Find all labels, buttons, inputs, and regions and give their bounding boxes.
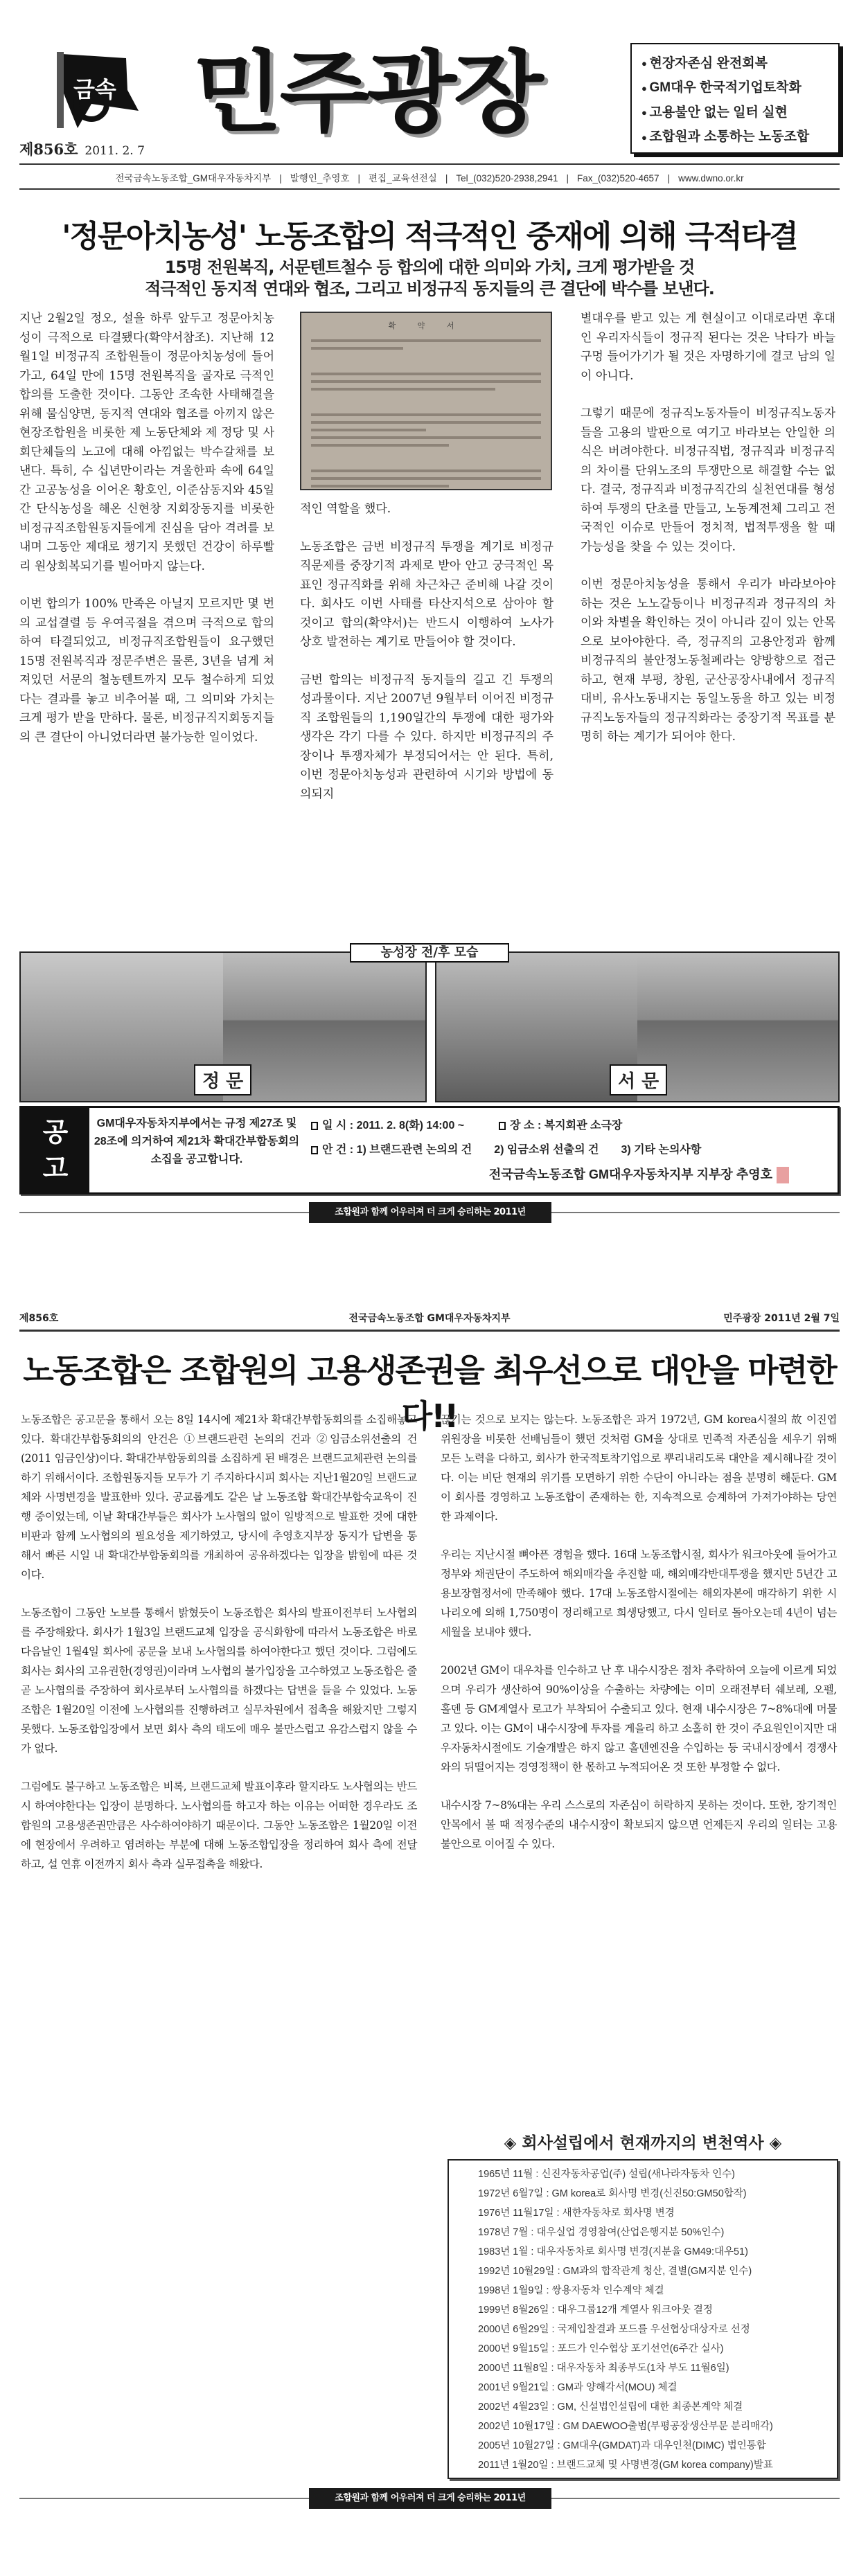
page2-date: 민주광장 2011년 2월 7일	[723, 1313, 840, 1324]
notice-heading: 공 고	[21, 1108, 89, 1192]
paragraph: 노동조합은 공고문을 통해서 오는 8일 14시에 제21차 확대간부합동회의를 소집해놓고 있다. 확대간부합동회의의 안건은 ①브랜드관련 논의의 건과 ②임금소위선출의 건(2011 임금인상)이다. 확대간부합동회의를 소집하게 된 배경은 브랜드교체관련 논의를 하기 위해서이다. 조합원동지들 모두가 기 주지하다시피 회사는 지난1월20일 브랜드교체와 사명변경을 발표한바 있다. 공교롭게도 같은 날 노동조합 확대간부합숙교육이 진행 중이었는데, 이날 확대간부들은 회사가 노사협의 없이 일방적으로 발표한 것에 대한 비판과 함께 노사협의의 필요성을 제기하였고, 당시에 추영호지부장 동지가 답변을 통해서 빠른 시일 내 확대간부합동회의를 개최하여 공유하겠다는 입장을 밝힘에 따른 것이다.	[21, 1413, 417, 1581]
history-entry: 1976년 11월17일 : 새한자동차로 회사명 변경	[478, 2208, 675, 2219]
slogan: ● 고용불안 없는 일터 실현	[641, 100, 829, 125]
photo-label: 서 문	[610, 1064, 667, 1095]
history-entry: 1983년 1월 : 대우자동차로 회사명 변경(지분율 GM49:대우51)	[478, 2246, 748, 2257]
history-entry: 2000년 11월8일 : 대우자동차 최종부도(1차 부도 11월6일)	[478, 2363, 729, 2374]
page2-publisher: 전국금속노동조합 GM대우자동차지부	[348, 1313, 511, 1324]
history-entry: 2002년 4월23일 : GM, 신설법인설립에 대한 최종본계약 체결	[478, 2401, 743, 2413]
article-column-3	[581, 310, 835, 766]
paragraph: 우리는 지난시절 뼈아픈 경험을 했다. 16대 노동조합시절, 회사가 워크아웃에 들어가고 정부와 채권단이 주도하여 해외매각을 추진할 때, 해외매각반대투쟁을 했지만 5년간 고용보장협정서에 만족해야 했다. 17대 노동조합시절에는 해외자본에 매각하기 위한 시나리오에 의해 1,750명이 정리해고로 희생당했고, 다시 일터로 돌아오는데 4년이 넘는 세월을 보내야 했다.	[441, 1548, 837, 1638]
seal-stamp-icon	[777, 1167, 789, 1183]
slogan: ● 조합원과 소통하는 노동조합	[641, 125, 829, 149]
paragraph: 2002년 GM이 대우차를 인수하고 난 후 내수시장은 점차 추락하여 오늘에 이르게 되었으며 우리가 생산하여 90%이상을 수출하는 차량에는 이미 오래전부터 쉐보레, 오펠, 홀덴 등 GM계열사 로고가 부착되어 수출되고 있다. 현재 내수시장은 7~8%대에 머물고 있다. 이는 GM이 내수시장에 투자를 게을리 하고 소홀히 한 것이 주요원인이지만 대우자동차시절에도 기술개발은 하지 않고 홀덴엔진을 수입하는 등 국내시장에서 경쟁사와의 뒤떨어지는 경영정책이 한 몫하고 누적되어온 것 또한 부정할 수 없다.	[441, 1664, 837, 1773]
notice-agenda: 안 건 : 1) 브랜드관련 논의의 건 2) 임금소위 선출의 건 3) 기타 논의사항	[322, 1144, 702, 1156]
subheadline: 15명 전원복직, 서문텐트철수 등 합의에 대한 의미와 가치, 크게 평가받을 것	[164, 258, 695, 277]
notice-where: 장 소 : 복지회관 소극장	[510, 1120, 623, 1132]
divider	[19, 1330, 840, 1332]
history-title: ◈ 회사설립에서 현재까지의 변천역사 ◈	[504, 2134, 782, 2152]
history-entry: 1978년 7월 : 대우실업 경영참여(산업은행지분 50%인수)	[478, 2227, 725, 2238]
divider	[19, 188, 840, 190]
photo-west-gate	[435, 951, 840, 1102]
paragraph: 별대우를 받고 있는 게 현실이고 이대로라면 후대인 우리자식들이 정규직 된다는 것은 낙타가 바늘구멍 들어가기가 될 것은 자명하기에 결코 남의 일이 아니다.	[581, 312, 835, 383]
article-column-2	[441, 1410, 837, 1872]
history-entry: 1965년 11월 : 신진자동차공업(주) 설립(새나라자동차 인수)	[478, 2169, 735, 2180]
slogan-box	[630, 43, 840, 154]
paragraph: 노동조합은 금번 비정규직 투쟁을 계기로 비정규직문제를 중장기적 과제로 받아 안고 궁극적인 목표인 정규직화를 위해 차근차근 준비해 나갈 것이다. 회사도 이번 사태를 타산지석으로 삼아야 할 것이고 합의(확약서)는 반드시 이행하여 노사가 상호 발전하는 계기로 만들어야 할 것이다.	[300, 539, 554, 649]
history-box	[448, 2159, 838, 2479]
notice-when: 일 시 : 2011. 2. 8(화) 14:00 ~	[322, 1120, 465, 1132]
history-entry: 1998년 1월9일 : 쌍용자동차 인수계약 체결	[478, 2285, 664, 2296]
history-entry: 1999년 8월26일 : 대우그룹12개 계열사 워크아웃 결정	[478, 2305, 713, 2316]
footer-banner: 조합원과 함께 어우러져 더 크게 승리하는 2011년	[309, 2488, 551, 2509]
paragraph: 금번 합의는 비정규직 동지들의 길고 긴 투쟁의 성과물이다. 지난 2007년 9월부터 이어진 비정규직 조합원들의 1,190일간의 투쟁에 대한 평가와 생각은 각기 다를 수 있다. 하지만 비정규직의 주장이나 투쟁자체가 부정되어서는 안 된다. 특히, 이번 정문아치농성과 관련하여 시기와 방법에 동의되지	[300, 672, 554, 801]
page2-issue: 제856호	[19, 1313, 59, 1324]
notice-body: GM대우자동차지부에서는 규정 제27조 및 28조에 의거하여 제21차 확대간부합동회의 소집을 공고합니다.	[94, 1118, 300, 1165]
paragraph: 그렇기 때문에 정규직노동자들이 비정규직노동자들을 고용의 발판으로 여기고 바라보는 안일한 의식은 버려야한다. 비정규직법, 정규직과 비정규직의 차이를 단위노조의 투쟁만으로 해결할 수는 없다. 결국, 정규직과 비정규직간의 실천연대를 형성하여 투쟁의 단초를 만들고, 노동계전체 그리고 전국적인 이슈로 만들어 정치적, 법적투쟁을 할 때 가능성을 찾을 수 있는 것이다.	[581, 406, 835, 554]
divider	[19, 163, 840, 165]
history-entry: 2005년 10월27일 : GM대우(GMDAT)과 대우인천(DIMC) 법인통합	[478, 2440, 766, 2451]
subheadline: 적극적인 동지적 연대와 협조, 그리고 비정규직 동지들의 큰 결단에 박수를 보낸다.	[145, 279, 714, 298]
paragraph: 끊기는 것으로 보지는 않는다. 노동조합은 과거 1972년, GM korea시절의 故 이진엽위원장을 비롯한 선배님들이 했던 것처럼 GM을 상대로 민족적 자존심을 세우기 위해 모든 노력을 다하고, 회사가 한국적토착기업으로 뿌리내리도록 대안을 제시해나갈 것이다. 이는 비단 현재의 위기를 모면하기 위한 수단이 아니라는 점을 분명히 해둔다. GM이 회사를 경영하고 노동조합이 존재하는 한, 지속적으로 승계하여 가져가야하는 당연한 과제이다.	[441, 1413, 837, 1523]
paragraph: 이번 정문아치농성을 통해서 우리가 바라보아야 하는 것은 노노갈등이나 비정규직과 정규직의 차이와 차별을 확인하는 것이 아니라 깊이 있는 안목으로 보아야한다. 즉, 정규직의 고용안정과 함께 비정규직의 불안정노동철폐라는 양방향으로 접근하고, 현재 부평, 창원, 군산공장사내에서 정규직대비, 유사노동내지는 동일노동을 하고 있는 비정규직노동자들의 정규직화라는 중장기적 목표를 분명히 하는 계기가 되어야 한다.	[581, 578, 835, 744]
notice-signature: 전국금속노동조합 GM대우자동차지부 지부장 추영호	[488, 1168, 772, 1181]
article-column-1	[19, 310, 274, 766]
notice-box	[19, 1106, 840, 1195]
history-entry: 2000년 9월15일 : 포드가 인수협상 포기선언(6주간 실사)	[478, 2343, 724, 2354]
slogan: ● GM대우 한국적기업토착화	[641, 75, 829, 100]
history-entry: 1972년 6월7일 : GM korea로 회사명 변경(신진50:GM50합작)	[478, 2188, 747, 2199]
agreement-document-photo: 확 약 서	[300, 312, 552, 490]
history-entry: 2011년 1월20일 : 브랜드교체 및 사명변경(GM korea company)발표	[478, 2460, 773, 2471]
paragraph: 내수시장 7~8%대는 우리 스스로의 자존심이 허락하지 못하는 것이다. 또한, 장기적인 안목에서 볼 때 적정수준의 내수시장이 확보되지 않으면 언제든지 우리의 일터는 고용불안으로 이어질 수 있다.	[441, 1799, 837, 1850]
paragraph: 지난 2월2일 정오, 설을 하루 앞두고 정문아치농성이 극적으로 타결됐다(확약서참조). 지난해 12월1일 비정규직 조합원들이 정문아치농성에 들어가고, 64일 만에 15명 전원복직을 골자로 극적인 합의를 도출한 것이다. 그동안 조속한 사태해결을 위해 물심양면, 동지적 연대와 협조를 아끼지 않은 현장조합원을 비롯한 제 노동단체와 제 정당 및 사회단체들의 노고에 대해 아낌없는 박수갈채를 보낸다. 특히, 수 십년만이라는 겨울한파 속에 64일간 고공농성을 이어온 황호인, 이준삼동지와 45일간 단식농성을 해온 신현창 지회장동지를 비롯한 비정규직조합원동지들에게 진심을 담아 격려를 보내며 그동안 제대로 챙기지 못했던 건강이 하루빨리 원상회복되기를 빌어마지 않는다.	[19, 312, 274, 573]
paragraph: 적인 역할을 했다.	[300, 502, 391, 516]
masthead-title: 민주광장	[193, 42, 541, 145]
publication-info: 전국금속노동조합_GM대우자동차지부 | 발행인_추영호 | 편집_교육선전실 | Tel_(032)520-2938,2941 | Fax_(032)520-4657 | www.dwno.or.kr	[115, 173, 744, 184]
history-entry: 2001년 9월21일 : GM과 양해각서(MOU) 체결	[478, 2382, 678, 2393]
issue-number: 제856호 2011. 2. 7	[19, 141, 145, 158]
notice-details	[304, 1108, 838, 1192]
svg-text:금속: 금속	[73, 76, 116, 102]
photo-caption: 농성장 전/후 모습	[350, 943, 509, 963]
paragraph: 그럼에도 불구하고 노동조합은 비록, 브랜드교체 발표이후라 할지라도 노사협의는 반드시 하여야한다는 입장이 분명하다. 노사협의를 하고자 하는 이유는 어떠한 경우라도 조합원의 고용생존권만큼은 사수하여야하기 때문이다. 그동안 노동조합은 1월20일 이전에 현장에서 우려하고 염려하는 부분에 대해 노동조합입장을 정리하여 회사 측에 전달하고, 설 연휴 이전까지 회사 측과 실무접촉을 해왔다.	[21, 1780, 417, 1870]
union-logo	[50, 48, 139, 128]
photo-label: 정 문	[194, 1064, 251, 1095]
issue-date: 2011. 2. 7	[85, 144, 145, 158]
photo-main-gate	[19, 951, 427, 1102]
history-entry: 2000년 6월29일 : 국제입찰결과 포드를 우선협상대상자로 선정	[478, 2324, 750, 2335]
page1-headline: '정문아치농성' 노동조합의 적극적인 중재에 의해 극적타결	[62, 219, 797, 254]
page2-headline: 노동조합은 조합원의 고용생존권을 최우선으로 대안을 마련한다!!	[23, 1352, 836, 1435]
paragraph: 노동조합이 그동안 노보를 통해서 밝혔듯이 노동조합은 회사의 발표이전부터 노사협의를 주장해왔다. 회사가 1월3일 브랜드교체 입장을 공식화함에 따라서 노동조합은 바로 다음날인 1월4일 회사에 공문을 보내 노사협의를 하여야한다고 했던 것이다. 그럼에도 회사는 회사의 고유권한(경영권)이라며 노사협의 불가입장을 고수하였고 노동조합은 줄곧 노사협의를 주장하여 회사로부터 노사협의를 하겠다는 답변을 들을 수 있었다. 노동조합은 1월20일 이전에 노사협의를 진행하려고 실무차원에서 접촉을 해왔지만 그렇지 못했다. 노동조합입장에서 보면 회사 측의 태도에 매우 불만스럽고 유감스럽지 않을 수가 없다.	[21, 1607, 417, 1755]
history-entry: 2002년 10월17일 : GM DAEWOO출범(부평공장생산부문 분리매각)	[478, 2421, 773, 2432]
paragraph: 이번 합의가 100% 만족은 아닐지 모르지만 몇 번의 교섭결렬 등 우여곡절을 겪으며 극적으로 합의하여 타결되었고, 비정규직조합원들이 요구했던 15명 전원복직과 정문주변은 물론, 3년을 넘게 쳐져있던 서문의 철농텐트까지 모두 철수하게 되었다는 결과를 놓고 비추어볼 때, 그 의미와 가치는 크게 평가 받을 만하다. 물론, 비정규직지회동지들의 큰 결단이 아니었더라면 불가능한 일이었다.	[19, 597, 274, 744]
slogan: ● 현장자존심 완전회복	[641, 51, 829, 75]
article-column-2	[300, 500, 554, 823]
article-column-1	[21, 1410, 417, 1893]
website-link[interactable]: www.dwno.or.kr	[678, 173, 744, 184]
footer-banner: 조합원과 함께 어우러져 더 크게 승리하는 2011년	[309, 1202, 551, 1223]
history-entry: 1992년 10월29일 : GM과의 합작관계 청산, 결별(GM지분 인수)	[478, 2266, 752, 2277]
